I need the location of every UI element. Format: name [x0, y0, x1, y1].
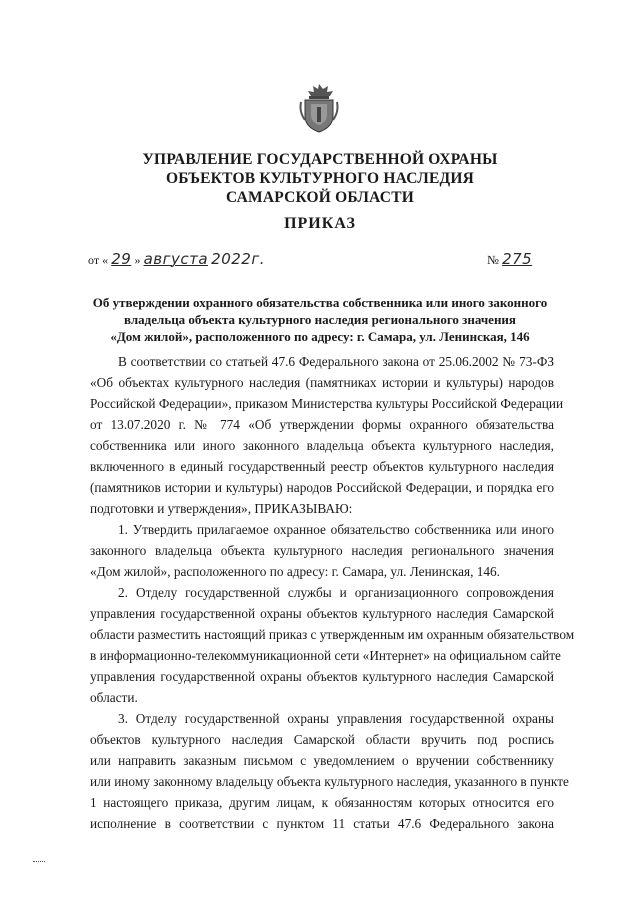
- body-line: от 13.07.2020 г. № 774 «Об утверждении формы охранного обязательства: [90, 417, 554, 432]
- coat-of-arms-icon: [297, 82, 341, 134]
- subject-line: Об утверждении охранного обязательства собственника или иного законного: [92, 295, 548, 310]
- date-line: [88, 250, 265, 268]
- body-line: исполнение в соответствии с пунктом 11 статьи 47.6 Федерального закона: [90, 816, 554, 831]
- body-line: «Дом жилой», расположенного по адресу: г. Самара, ул. Ленинская, 146.: [90, 564, 501, 579]
- body-line: в информационно-телекоммуникационной сети «Интернет» на официальном сайте: [90, 648, 561, 663]
- body-line: 3. Отделу государственной охраны управления государственной охраны: [118, 711, 554, 726]
- date-prefix: от «: [88, 253, 109, 267]
- body-line: или направить заказным письмом с уведомлением о вручении собственнику: [90, 753, 554, 768]
- body-line: области.: [90, 690, 138, 705]
- issuer-line-3: САМАРСКОЙ ОБЛАСТИ: [225, 189, 414, 206]
- body-line: подготовки и утверждения», ПРИКАЗЫВАЮ:: [90, 501, 353, 516]
- body-line: или иному законному владельцу объекта культурного наследия, указанного в пункте: [90, 774, 569, 789]
- issuer-line-2: ОБЪЕКТОВ КУЛЬТУРНОГО НАСЛЕДИЯ: [165, 170, 475, 187]
- body-line: объектов культурного наследия Самарской области вручить под роспись: [90, 732, 554, 747]
- body-line: законного владельца объекта культурного наследия регионального значения: [90, 543, 554, 558]
- date-mid: »: [134, 253, 141, 267]
- scan-mark: [33, 861, 45, 863]
- body-line: управления государственной охраны объектов культурного наследия Самарской: [90, 606, 554, 621]
- body-line: Российской Федерации», приказом Министерства культуры Российской Федерации: [90, 396, 564, 411]
- body-line: управления государственной охраны объектов культурного наследия Самарской: [90, 669, 554, 684]
- body-line: включенного в единый государственный реестр объектов культурного наследия: [90, 459, 554, 474]
- date-year: 2022г.: [211, 250, 265, 268]
- number-line: [487, 250, 532, 268]
- body-line: «Об объектах культурного наследия (памятниках истории и культуры) народов: [90, 375, 554, 390]
- body-line: (памятников истории и культуры) народов Российской Федерации, и порядка его: [90, 480, 554, 495]
- date-day: 29: [111, 250, 132, 268]
- number-prefix: №: [487, 253, 499, 267]
- date-month: августа: [143, 250, 209, 268]
- document-type: ПРИКАЗ: [284, 215, 356, 232]
- body-line: собственника или иного законного владельца объекта культурного наследия,: [90, 438, 554, 453]
- subject-line: владельца объекта культурного наследия регионального значения: [124, 312, 516, 327]
- body-line: области разместить настоящий приказ с утвержденным им охранным обязательством: [90, 627, 575, 642]
- document-number: 275: [502, 250, 533, 268]
- subject-line: «Дом жилой», расположенного по адресу: г. Самара, ул. Ленинская, 146: [110, 329, 530, 344]
- order-subject: [80, 294, 560, 345]
- body-line: 2. Отделу государственной службы и организационного сопровождения: [118, 585, 554, 600]
- body-line: В соответствии со статьей 47.6 Федерального закона от 25.06.2002 № 73-ФЗ: [118, 354, 554, 369]
- body-line: 1 настоящего приказа, другим лицам, к обязанностям которых относится его: [90, 795, 554, 810]
- body-line: 1. Утвердить прилагаемое охранное обязательство собственника или иного: [118, 522, 554, 537]
- issuer-line-1: УПРАВЛЕНИЕ ГОСУДАРСТВЕННОЙ ОХРАНЫ: [142, 151, 498, 168]
